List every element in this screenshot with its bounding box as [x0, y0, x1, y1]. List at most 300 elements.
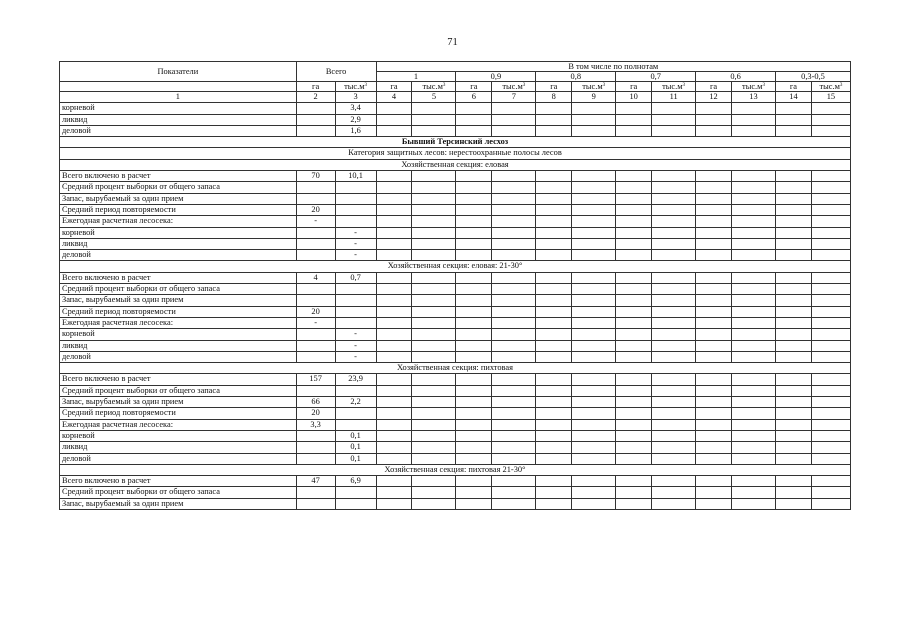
total-volume-cell: 10,1	[335, 171, 376, 182]
total-volume-cell	[335, 419, 376, 430]
density-cell	[811, 329, 850, 340]
density-cell	[572, 193, 616, 204]
column-number: 13	[731, 92, 775, 103]
density-cell	[731, 125, 775, 136]
density-cell	[616, 284, 652, 295]
unit-volume	[335, 82, 376, 92]
density-cell	[376, 284, 412, 295]
density-cell	[536, 171, 572, 182]
column-number: 11	[652, 92, 696, 103]
density-cell	[731, 329, 775, 340]
total-volume-cell: -	[335, 329, 376, 340]
density-cell	[696, 442, 732, 453]
density-cell	[696, 351, 732, 362]
density-cell	[572, 419, 616, 430]
density-cell	[811, 487, 850, 498]
density-cell	[492, 340, 536, 351]
density-cell	[376, 295, 412, 306]
header-density: 0,3-0,5	[776, 72, 851, 82]
density-cell	[536, 204, 572, 215]
density-cell	[456, 193, 492, 204]
density-cell	[811, 397, 850, 408]
table-row	[60, 137, 851, 148]
table-row	[60, 487, 851, 498]
total-ha-cell	[296, 498, 335, 509]
table-row	[60, 385, 851, 396]
unit-volume	[412, 82, 456, 92]
row-label: деловой	[60, 351, 297, 362]
density-cell	[696, 476, 732, 487]
row-label: корневой	[60, 103, 297, 114]
density-cell	[376, 250, 412, 261]
density-cell	[731, 374, 775, 385]
total-ha-cell: 20	[296, 306, 335, 317]
density-cell	[776, 351, 812, 362]
table-row	[60, 227, 851, 238]
density-cell	[572, 216, 616, 227]
row-label: ликвид	[60, 442, 297, 453]
density-cell	[811, 227, 850, 238]
density-cell	[696, 204, 732, 215]
density-cell	[616, 193, 652, 204]
density-cell	[412, 272, 456, 283]
density-cell	[811, 295, 850, 306]
density-cell	[536, 250, 572, 261]
column-number: 8	[536, 92, 572, 103]
unit-volume-label: тыс.м	[662, 82, 683, 91]
table-row	[60, 284, 851, 295]
density-cell	[456, 182, 492, 193]
density-cell	[536, 272, 572, 283]
total-ha-cell	[296, 250, 335, 261]
density-cell	[652, 498, 696, 509]
density-cell	[412, 295, 456, 306]
density-cell	[616, 476, 652, 487]
density-cell	[492, 397, 536, 408]
density-cell	[652, 430, 696, 441]
total-volume-cell	[335, 295, 376, 306]
density-cell	[696, 487, 732, 498]
density-cell	[616, 204, 652, 215]
density-cell	[616, 250, 652, 261]
density-cell	[536, 442, 572, 453]
density-cell	[572, 125, 616, 136]
density-cell	[376, 374, 412, 385]
table-row	[60, 103, 851, 114]
unit-volume-exponent: 3	[442, 83, 446, 88]
total-volume-cell	[335, 284, 376, 295]
density-cell	[376, 476, 412, 487]
density-cell	[376, 317, 412, 328]
density-cell	[376, 351, 412, 362]
total-volume-cell: -	[335, 351, 376, 362]
unit-ha: га	[536, 82, 572, 92]
density-cell	[572, 306, 616, 317]
density-cell	[811, 182, 850, 193]
density-cell	[536, 284, 572, 295]
density-cell	[652, 385, 696, 396]
column-number: 15	[811, 92, 850, 103]
density-cell	[616, 272, 652, 283]
density-cell	[696, 182, 732, 193]
density-cell	[412, 329, 456, 340]
column-number: 14	[776, 92, 812, 103]
density-cell	[536, 397, 572, 408]
row-label: корневой	[60, 227, 297, 238]
density-cell	[616, 498, 652, 509]
table-row	[60, 329, 851, 340]
density-cell	[456, 374, 492, 385]
density-cell	[696, 408, 732, 419]
total-volume-cell: 3,4	[335, 103, 376, 114]
density-cell	[572, 227, 616, 238]
density-cell	[811, 317, 850, 328]
density-cell	[572, 103, 616, 114]
density-cell	[731, 193, 775, 204]
density-cell	[412, 498, 456, 509]
table-row	[60, 363, 851, 374]
density-cell	[776, 476, 812, 487]
density-cell	[652, 272, 696, 283]
density-cell	[811, 216, 850, 227]
density-cell	[616, 397, 652, 408]
density-cell	[616, 430, 652, 441]
density-cell	[616, 125, 652, 136]
density-cell	[536, 125, 572, 136]
unit-volume-exponent: 3	[522, 83, 526, 88]
unit-volume-label: тыс.м	[819, 82, 840, 91]
row-label: ликвид	[60, 238, 297, 249]
unit-volume-exponent: 3	[839, 83, 843, 88]
unit-volume	[731, 82, 775, 92]
table-row	[60, 340, 851, 351]
density-cell	[696, 295, 732, 306]
column-number: 10	[616, 92, 652, 103]
density-cell	[572, 351, 616, 362]
density-cell	[376, 419, 412, 430]
density-cell	[536, 385, 572, 396]
total-volume-cell: -	[335, 238, 376, 249]
density-cell	[776, 193, 812, 204]
total-volume-cell: -	[335, 250, 376, 261]
total-volume-cell	[335, 408, 376, 419]
density-cell	[492, 204, 536, 215]
total-ha-cell: 20	[296, 408, 335, 419]
table-row	[60, 397, 851, 408]
total-volume-cell: 0,1	[335, 430, 376, 441]
total-ha-cell: 157	[296, 374, 335, 385]
total-ha-cell	[296, 238, 335, 249]
density-cell	[536, 408, 572, 419]
density-cell	[652, 374, 696, 385]
density-cell	[456, 306, 492, 317]
density-cell	[776, 340, 812, 351]
density-cell	[696, 103, 732, 114]
density-cell	[572, 498, 616, 509]
total-ha-cell: 20	[296, 204, 335, 215]
density-cell	[456, 216, 492, 227]
density-cell	[776, 408, 812, 419]
density-cell	[412, 317, 456, 328]
density-cell	[731, 442, 775, 453]
density-cell	[412, 238, 456, 249]
density-cell	[536, 487, 572, 498]
table-row	[60, 261, 851, 272]
density-cell	[412, 453, 456, 464]
unit-volume-label: тыс.м	[742, 82, 763, 91]
total-volume-cell	[335, 385, 376, 396]
density-cell	[616, 453, 652, 464]
density-cell	[536, 227, 572, 238]
density-cell	[456, 125, 492, 136]
density-cell	[492, 487, 536, 498]
density-cell	[811, 442, 850, 453]
total-volume-cell: 0,7	[335, 272, 376, 283]
density-cell	[376, 306, 412, 317]
density-cell	[731, 182, 775, 193]
table-row	[60, 306, 851, 317]
density-cell	[731, 453, 775, 464]
row-label: деловой	[60, 453, 297, 464]
density-cell	[492, 272, 536, 283]
row-label: ликвид	[60, 340, 297, 351]
density-cell	[776, 284, 812, 295]
density-cell	[412, 442, 456, 453]
total-ha-cell	[296, 329, 335, 340]
density-cell	[376, 103, 412, 114]
density-cell	[412, 476, 456, 487]
row-label: Средний процент выборки от общего запаса	[60, 487, 297, 498]
density-cell	[412, 397, 456, 408]
density-cell	[731, 227, 775, 238]
density-cell	[456, 476, 492, 487]
density-cell	[536, 453, 572, 464]
density-cell	[616, 295, 652, 306]
density-cell	[776, 103, 812, 114]
density-cell	[731, 250, 775, 261]
density-cell	[412, 419, 456, 430]
density-cell	[811, 238, 850, 249]
density-cell	[456, 204, 492, 215]
density-cell	[456, 317, 492, 328]
density-cell	[776, 306, 812, 317]
column-number: 5	[412, 92, 456, 103]
density-cell	[572, 250, 616, 261]
total-ha-cell: 3,3	[296, 419, 335, 430]
density-cell	[492, 193, 536, 204]
density-cell	[811, 351, 850, 362]
density-cell	[456, 430, 492, 441]
table-row	[60, 295, 851, 306]
table-row	[60, 272, 851, 283]
total-volume-cell	[335, 204, 376, 215]
table-row	[60, 498, 851, 509]
density-cell	[412, 216, 456, 227]
density-cell	[572, 385, 616, 396]
header-indicators: Показатели	[60, 62, 297, 82]
density-cell	[652, 408, 696, 419]
density-cell	[456, 498, 492, 509]
density-cell	[536, 351, 572, 362]
total-ha-cell	[296, 340, 335, 351]
density-cell	[731, 317, 775, 328]
density-cell	[456, 397, 492, 408]
density-cell	[456, 351, 492, 362]
table-row	[60, 453, 851, 464]
total-volume-cell	[335, 193, 376, 204]
density-cell	[616, 419, 652, 430]
density-cell	[456, 250, 492, 261]
table-row	[60, 374, 851, 385]
table-row	[60, 442, 851, 453]
density-cell	[572, 114, 616, 125]
unit-volume	[811, 82, 850, 92]
density-cell	[376, 408, 412, 419]
total-volume-cell: 23,9	[335, 374, 376, 385]
row-label: Всего включено в расчет	[60, 476, 297, 487]
density-cell	[456, 238, 492, 249]
total-volume-cell	[335, 216, 376, 227]
density-cell	[536, 295, 572, 306]
density-cell	[652, 419, 696, 430]
density-cell	[572, 487, 616, 498]
density-cell	[536, 216, 572, 227]
density-cell	[456, 171, 492, 182]
density-cell	[456, 419, 492, 430]
density-cell	[376, 430, 412, 441]
column-number: 9	[572, 92, 616, 103]
unit-volume	[572, 82, 616, 92]
total-volume-cell: 2,2	[335, 397, 376, 408]
density-cell	[536, 193, 572, 204]
density-cell	[412, 306, 456, 317]
density-cell	[731, 103, 775, 114]
density-cell	[376, 182, 412, 193]
density-cell	[536, 498, 572, 509]
section-title: Бывший Терсинский лесхоз	[60, 137, 851, 148]
total-volume-cell	[335, 487, 376, 498]
total-volume-cell: 1,6	[335, 125, 376, 136]
density-cell	[776, 374, 812, 385]
density-cell	[572, 171, 616, 182]
density-cell	[456, 487, 492, 498]
density-cell	[731, 430, 775, 441]
row-label: Ежегодная расчетная лесосека:	[60, 317, 297, 328]
density-cell	[776, 125, 812, 136]
density-cell	[412, 351, 456, 362]
density-cell	[572, 476, 616, 487]
row-label: Средний процент выборки от общего запаса	[60, 284, 297, 295]
row-label: деловой	[60, 250, 297, 261]
density-cell	[616, 351, 652, 362]
row-label: Запас, вырубаемый за один прием	[60, 498, 297, 509]
total-ha-cell	[296, 227, 335, 238]
density-cell	[376, 227, 412, 238]
density-cell	[572, 317, 616, 328]
density-cell	[616, 103, 652, 114]
density-cell	[572, 442, 616, 453]
column-number: 2	[296, 92, 335, 103]
density-cell	[652, 125, 696, 136]
density-cell	[776, 442, 812, 453]
density-cell	[412, 182, 456, 193]
table-row	[60, 250, 851, 261]
row-label: Запас, вырубаемый за один прием	[60, 397, 297, 408]
density-cell	[696, 340, 732, 351]
density-cell	[731, 306, 775, 317]
density-cell	[776, 272, 812, 283]
density-cell	[376, 272, 412, 283]
density-cell	[456, 442, 492, 453]
density-cell	[412, 250, 456, 261]
density-cell	[536, 238, 572, 249]
density-cell	[492, 385, 536, 396]
density-cell	[811, 498, 850, 509]
density-cell	[696, 193, 732, 204]
density-cell	[492, 306, 536, 317]
density-cell	[652, 216, 696, 227]
density-cell	[811, 385, 850, 396]
density-cell	[652, 397, 696, 408]
density-cell	[616, 340, 652, 351]
header-blank-cell	[60, 82, 297, 92]
table-row	[60, 125, 851, 136]
density-cell	[492, 125, 536, 136]
total-ha-cell	[296, 284, 335, 295]
table-row	[60, 408, 851, 419]
density-cell	[572, 238, 616, 249]
density-cell	[536, 306, 572, 317]
total-ha-cell	[296, 442, 335, 453]
unit-ha: га	[696, 82, 732, 92]
section-heading: Хозяйственная секция: еловая: 21-30°	[60, 261, 851, 272]
density-cell	[616, 385, 652, 396]
total-ha-cell: 66	[296, 397, 335, 408]
density-cell	[412, 408, 456, 419]
header-density: 0,6	[696, 72, 776, 82]
density-cell	[696, 419, 732, 430]
density-cell	[456, 272, 492, 283]
density-cell	[572, 295, 616, 306]
density-cell	[572, 272, 616, 283]
density-cell	[731, 238, 775, 249]
table-row	[60, 351, 851, 362]
density-cell	[492, 498, 536, 509]
table-row	[60, 430, 851, 441]
density-cell	[536, 374, 572, 385]
column-number: 4	[376, 92, 412, 103]
density-cell	[536, 329, 572, 340]
forest-data-table	[59, 61, 851, 510]
column-number: 6	[456, 92, 492, 103]
density-cell	[776, 171, 812, 182]
density-cell	[492, 374, 536, 385]
row-label: Запас, вырубаемый за один прием	[60, 193, 297, 204]
density-cell	[652, 114, 696, 125]
density-cell	[412, 227, 456, 238]
section-heading: Хозяйственная секция: еловая	[60, 159, 851, 170]
row-label: Всего включено в расчет	[60, 374, 297, 385]
unit-volume-label: тыс.м	[422, 82, 443, 91]
table-row	[60, 317, 851, 328]
total-ha-cell	[296, 182, 335, 193]
section-heading: Хозяйственная секция: пихтовая	[60, 363, 851, 374]
density-cell	[376, 204, 412, 215]
density-cell	[376, 498, 412, 509]
density-cell	[811, 284, 850, 295]
density-cell	[456, 453, 492, 464]
density-cell	[811, 374, 850, 385]
